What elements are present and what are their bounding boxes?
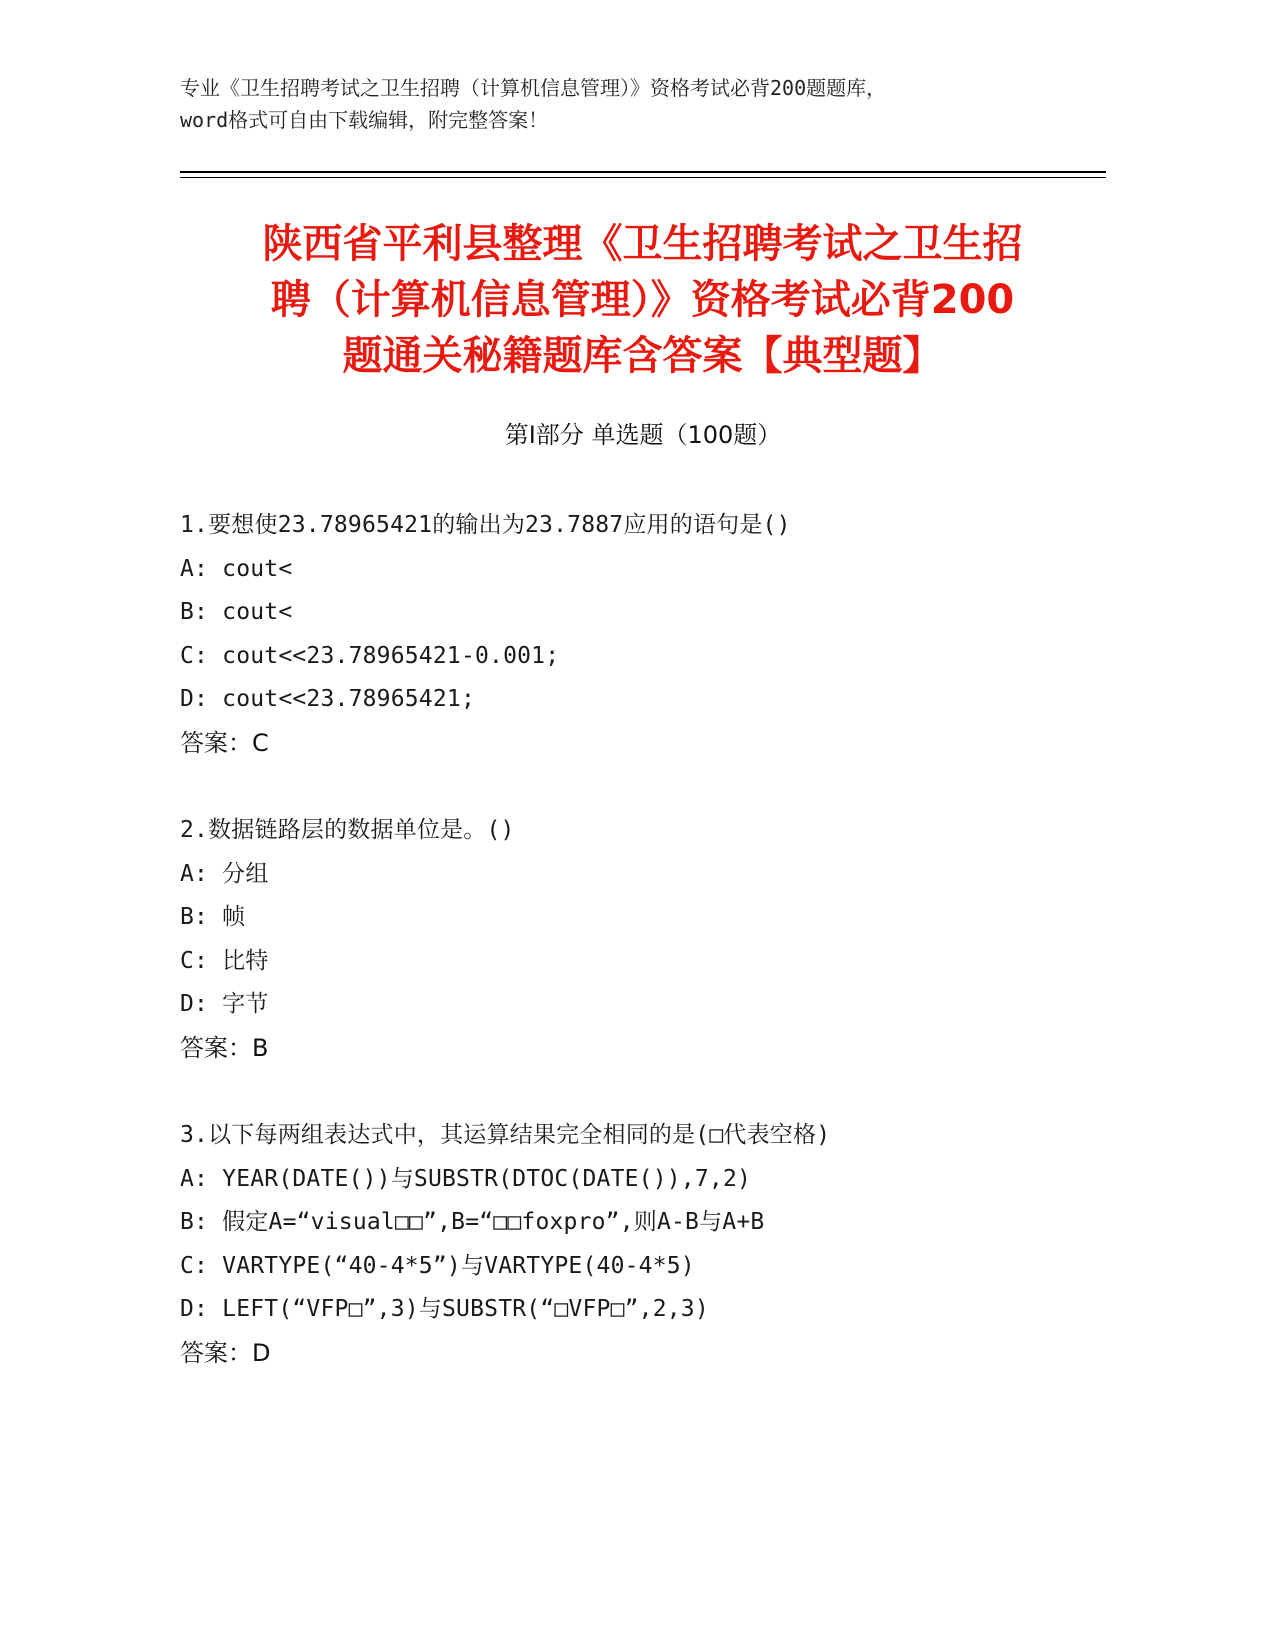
option-d: D: cout<<23.78965421;	[180, 686, 475, 712]
option-a: A: 分组	[180, 860, 269, 887]
answer: 答案：D	[180, 1338, 271, 1367]
option-b: B: 帧	[180, 904, 246, 930]
answer: 答案：C	[180, 728, 269, 757]
option-a: A: YEAR(DATE())与SUBSTR(DTOC(DATE()),7,2)	[180, 1165, 752, 1192]
option-c: C: 比特	[180, 947, 269, 974]
header-divider-thick	[180, 171, 1106, 173]
document-title	[170, 216, 1115, 384]
option-d: D: LEFT(“VFP□”,3)与SUBSTR(“□VFP□”,2,3)	[180, 1296, 709, 1322]
header-note	[180, 72, 1100, 136]
document-title-line-2: 聘（计算机信息管理）》资格考试必背200	[270, 277, 1015, 323]
question-3	[180, 1118, 1110, 1379]
option-c: C: VARTYPE(“40-4*5”)与VARTYPE(40-4*5)	[180, 1252, 695, 1279]
question-stem: 1.要想使23.78965421的输出为23.7887应用的语句是()	[180, 512, 791, 538]
document-title-line-3: 题通关秘籍题库含答案【典型题】	[342, 333, 943, 379]
option-b: B: 假定A=“visual□□”,B=“□□foxpro”,则A-B与A+B	[180, 1209, 765, 1235]
question-stem: 3.以下每两组表达式中，其运算结果完全相同的是(□代表空格)	[180, 1122, 831, 1148]
question-1	[180, 508, 1110, 769]
header-note-line-1: 专业《卫生招聘考试之卫生招聘（计算机信息管理）》资格考试必背200题题库，	[180, 76, 887, 100]
answer: 答案：B	[180, 1033, 269, 1062]
option-a: A: cout<	[180, 555, 293, 582]
option-b: B: cout<	[180, 599, 293, 625]
option-c: C: cout<<23.78965421-0.001;	[180, 642, 560, 669]
header-divider-thin	[180, 177, 1106, 178]
header-note-line-2: word格式可自由下载编辑，附完整答案！	[180, 108, 549, 132]
question-2	[180, 813, 1110, 1074]
section-heading: 第Ⅰ部分 单选题（100题）	[504, 421, 782, 449]
option-d: D: 字节	[180, 991, 269, 1017]
question-stem: 2.数据链路层的数据单位是。()	[180, 817, 515, 843]
document-title-line-1: 陕西省平利县整理《卫生招聘考试之卫生招	[262, 221, 1023, 267]
